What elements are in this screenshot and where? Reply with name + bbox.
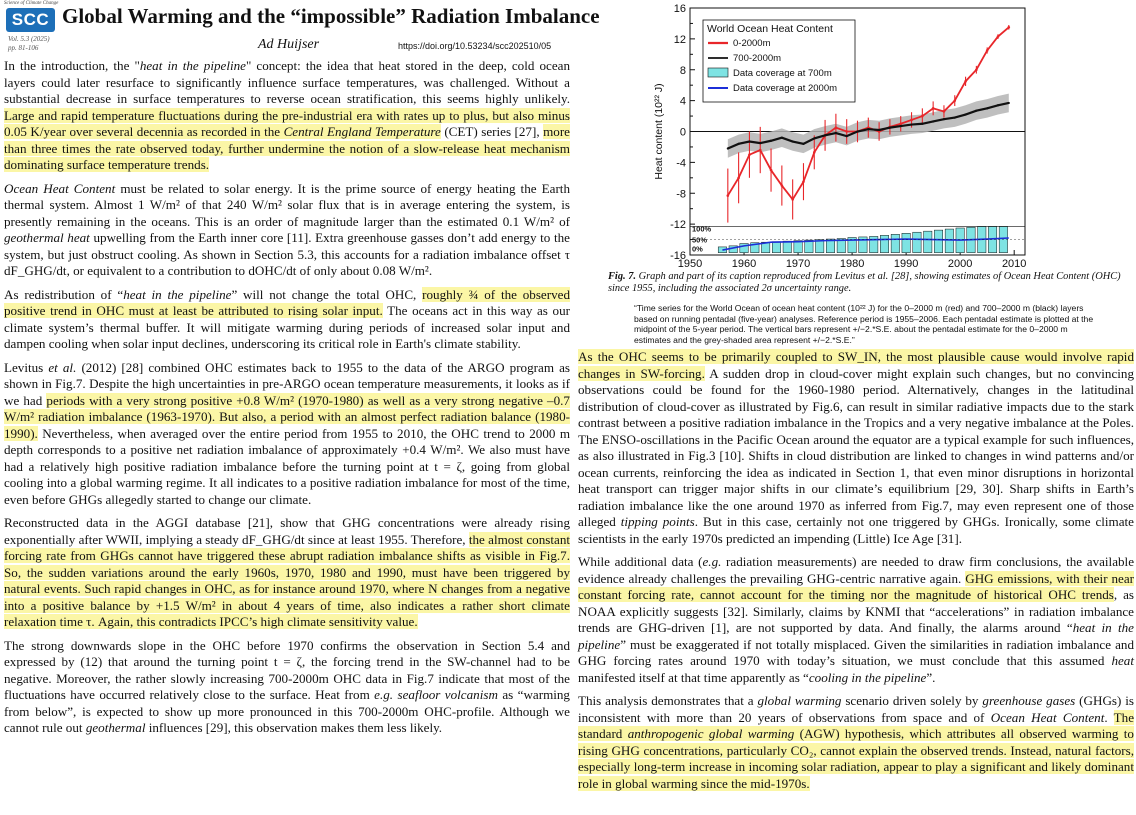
point-0-2000m [921,115,924,118]
text-run: influences [29], this observation makes them less likely. [145,720,443,735]
point-700-2000m [975,110,977,112]
text-run: As redistribution of “ [4,286,124,302]
coverage-700m-bar [772,242,780,253]
text-run: heat in the pipeline [139,58,246,73]
text-run: global warming [757,693,842,708]
text-run: (CET) series [27], [440,124,544,139]
highlighted-text: Central England Temperature [283,124,441,139]
point-0-2000m [964,80,967,83]
text-run: heat in the pipeline [123,286,232,302]
text-run: scenario driven solely by [841,693,983,708]
text-run: greenhouse gases [982,693,1076,708]
point-700-2000m [770,140,772,142]
text-run: " concept: the idea that heat stored in the deep, cold ocean layers could later resurface to significantly influence surface temperatures, was challenged. Without a substantial decrease in surface temperatures to reverse ocean stratification, this seems highly unlikely. [4,58,570,106]
y-tick-label: -16 [670,250,686,262]
y-tick-label: 0 [679,126,686,139]
point-0-2000m [835,126,838,129]
y-axis-label: Heat content (10²² J) [653,83,665,180]
text-run: Levitus [4,359,49,375]
x-tick-label: 2010 [1001,258,1027,270]
point-700-2000m [932,120,934,122]
point-0-2000m [975,68,978,71]
paragraph [4,181,570,280]
highlighted-text: GHG emissions, with their near constant forcing rate, cannot account for the timing nor the magnitude of historical OHC trends [578,570,1134,602]
text-run: manifested itself at that time apparently as “ [578,669,809,685]
point-700-2000m [943,118,945,120]
y-tick-label: 8 [679,64,686,77]
text-run: This analysis demonstrates that a [578,693,758,708]
point-0-2000m [737,177,740,180]
text-run: ” will not change the total OHC, [231,286,423,302]
text-run: as “warming from below”, is expected to show up more pronounced in this 700-2000m OHC-profile. Although we cannot rule out [4,687,570,735]
volume-info [8,35,50,53]
text-run: (2012) [28] combined OHC estimates back to 1955 to the data of the ARGO program as shown in Fig.7. Despite the high uncertainties in pre-ARGO ocean temperature measurements, it looks as if we had [4,359,570,408]
highlighted-text: (AGW) hypothesis, which attributes all observed warming to rising GHG concentrations, particularly CO₂, cannot explain the observed trends. Instead, natural factors, especially long-term increase in incoming solar radiation, appear to play a significant and likely dominant role in global warming since the mid-1970s. [578,726,1134,791]
point-700-2000m [910,123,912,125]
text-run: . But in this case, certainly not one triggered by GHGs. Ironically, some climate scientists in the early 1970s predicted an impending (Little) Ice Age [31]. [578,514,1134,546]
text-run: upwelling from the Earth inner core [11]. Extra greenhouse gasses don’t add energy to the system, but just obstruct cooling. As shown in Section 5.3, this accounts for a radiation imbalance offset τ dF_GHG/dt, or equivalent to a contribution to dOHC/dt of only about 0.08 W/m². [4,230,570,278]
point-700-2000m [846,135,848,137]
point-0-2000m [802,180,805,183]
paragraph [578,349,1134,547]
y-tick-label: 4 [679,95,686,108]
point-700-2000m [878,129,880,131]
highlighted-text: roughly ¾ of the observed positive trend in OHC must at least be attributed to rising solar input. [4,286,570,318]
point-0-2000m [813,151,816,154]
highlighted-text: more than three times the rate observed today, [4,124,570,156]
highlighted-text: the almost constant forcing rate from GHGs cannot have triggered these abrupt radiation imbalance shifts as visible in Fig.7. So, the sudden variations around the early 1960s, 1970, 1980 and 1990, must have been triggered by natural events. Such rapid changes in OHC, as for instance around 1970, where N changes from a negative into a positive balance by +1.5 W/m² in about 4 years of time, also indicates a rather short climate relaxation time τ. Again, this contradicts IPCC’s high climate sensitivity value. [4,531,570,629]
paragraph [4,287,570,353]
point-700-2000m [738,143,740,145]
text-run: heat in the pipeline [578,620,1134,652]
text-run: Nevertheless, when averaged over the entire period from 1955 to 2010, the OHC trend to 2000 m depth corresponds to a positive net radiation imbalance of approximately +0.4 W/m². We also must have had a relatively high positive radiation imbalance before the turning point at t = ζ, going from global cooling into a global warming regime. It all indicates to a positive radiation imbalance for most of the time, even before GHGs allegedly started to change our climate. [4,425,570,507]
text-run: The strong downwards slope in the OHC before 1970 confirms the observation in Section 5.4 and expressed by (12) that around the turning point t = ζ, the forcing trend in the SW-channel had to be negative. Moreover, the rather slowly increasing 700-2000m OHC data in Fig.7 indicate that most of the fluctuations have occurred relatively close to the surface. Heat from [4,637,570,702]
text-run: geothermal heat [4,230,90,245]
paragraph [578,554,1134,686]
point-0-2000m [727,194,730,197]
text-run: The oceans act in this way as our climate system’s thermal buffer. It will mitigate warming during periods of increased solar input and dampen cooling when solar input declines, underscoring its critical role in Earth's climate stability. [4,303,570,351]
highlighted-text: further undermine the notion of a slow-release heat mechanism dominating surface temperature trends. [4,140,570,172]
x-tick-label: 1990 [893,258,919,270]
highlighted-text: As the OHC seems to be primarily coupled to SW_IN, the most plausible cause would involve rapid changes in SW-forcing. [578,349,1134,381]
right-column [578,349,1134,799]
x-tick-label: 1980 [839,258,865,270]
highlighted-text: The standard [578,709,1135,741]
y-tick-label: 12 [673,33,686,46]
text-run: cooling in the pipeline [808,669,927,685]
point-700-2000m [986,107,988,109]
point-700-2000m [835,132,837,134]
point-700-2000m [824,134,826,136]
point-700-2000m [759,142,761,144]
figure-caption-text: Graph and part of its caption reproduced from Levitus et al. [28], showing estimates of Ocean Heat Content (OHC) since 1955, including the associated 2σ uncertainty range. [608,271,1121,294]
text-run: geothermal [85,720,146,735]
figure-subcaption: “Time series for the World Ocean of ocean heat content (10²² J) for the 0–2000 m (red) and 700–2000 m (black) layers based on running pentadal (five-year) analyses. Reference period is 1955–2006. Each pentadal estimate is plotted at the midpoint of the 5-year period. The vertical bars represent +/−2.*S.E. about the pentadal estimate for the 0–2000 m estimates and the grey-shaded area represent +/−2.*S.E.” [634,303,1094,345]
text-run: . [1104,709,1114,725]
point-0-2000m [997,35,1000,38]
y-tick-label: 16 [673,3,686,15]
legend-label: 700-2000m [733,53,782,64]
coverage-700m-bar [880,235,888,252]
doi-link[interactable]: https://doi.org/10.53234/scc202510/05 [398,41,552,51]
legend-label: 0-2000m [733,38,771,49]
coverage-700m-bar [934,230,942,253]
point-700-2000m [802,143,804,145]
point-700-2000m [1008,102,1010,104]
left-column [4,58,570,744]
figure-label: Fig. 7. [608,271,637,282]
point-0-2000m [932,107,935,110]
ohc-chart [600,0,1040,270]
text-run: A sudden drop in cloud-cover might explain such changes, but no convincing observations could be found for the 1960-1980 period. Alternatively, changes in the latitudinal distribution of cloud-cover as illustrated by Fig.6, can result in similar radiative impacts due to the stark contrast between a positive radiation imbalance in the Tropics and a very negative imbalance at the Poles. The ENSO-oscillations in the Pacific Ocean around the equator are a typical example for such influences, as also illustrated in Fig.3 [10]. Shifts in cloud distribution are linked to changes in wind patterns and/or ocean currents, reinforcing the idea as indicated in Section 1, that even minor disruptions in horizontal heat transport can trigger major shifts in our climate’s equilibrium [29, 30]. Sharp shifts in Earth’s radiation imbalance like the one around 1970 as inferred from Fig.7, may even represent one of those alleged [578,365,1134,529]
point-0-2000m [781,184,784,187]
point-0-2000m [770,169,773,172]
legend-label: Data coverage at 2000m [733,83,838,94]
text-run: While additional data ( [578,554,703,569]
paragraph [4,360,570,509]
y-tick-label: -8 [676,188,686,201]
journal-tagline: Science of Climate Change [4,1,59,6]
text-run: Ocean Heat Content [4,180,116,196]
paragraph [578,693,1134,792]
point-700-2000m [856,130,858,132]
point-700-2000m [867,128,869,130]
point-700-2000m [727,147,729,149]
paragraph [4,58,570,174]
y-tick-label: -12 [670,219,686,232]
point-700-2000m [792,140,794,142]
point-700-2000m [900,125,902,127]
point-700-2000m [964,113,966,115]
paper-title: Global Warming and the “impossible” Radiation Imbalance [62,4,600,28]
text-run: Reconstructed data in the AGGI database [21], show that GHG concentrations were already rising exponentially after WWII, implying a steady dF_GHG/dt since at least 1955. Therefore, [4,515,570,547]
point-0-2000m [791,198,794,201]
paragraph [4,638,570,737]
coverage-tick-label: 50% [692,235,708,245]
point-700-2000m [921,123,923,125]
point-0-2000m [943,110,946,113]
point-0-2000m [759,149,762,152]
coverage-700m-bar [783,241,791,253]
text-run: Ocean Heat Content [990,709,1105,725]
point-0-2000m [953,99,956,102]
highlighted-text: periods with a very strong positive +0.8 W/m² (1970-1980) as well as a very strong negative –0.7 W/m² radiation imbalance (1963-1970). But also, a period with an almost perfect radiation balance (1980-1990). [4,392,570,441]
text-run: In the introduction, the " [4,58,140,73]
point-700-2000m [748,140,750,142]
legend-swatch [708,68,728,77]
point-0-2000m [1007,26,1010,29]
coverage-700m-bar [913,232,921,252]
highlighted-text: anthropogenic global warming [627,726,795,741]
page-range: pp. 81-106 [8,44,39,52]
journal-logo: SCC [6,8,55,32]
text-run: et al. [48,359,77,375]
text-run: ”. [926,669,936,685]
author: Ad Huijser [258,37,320,52]
figure-caption [608,271,1128,295]
point-0-2000m [899,122,902,125]
point-700-2000m [889,127,891,129]
text-run: , as NOAA explicitly suggests [32]. Similarly, claims by KNMI that “accelerations” in radiation imbalance trends are GHG-driven [1], are not supported by data. And finally, the alarms around “ [578,587,1134,635]
point-0-2000m [986,49,989,52]
coverage-tick-label: 100% [692,224,712,234]
text-run: radiation measurements) are needed to draw firm conclusions, the available evidence already challenges the prevailing GHG-centric narrative again. [578,554,1135,586]
text-run: (GHGs) is inconsistent with more than 20 years of observations from space and of [578,693,1134,725]
text-run: heat [1111,653,1134,668]
point-0-2000m [748,153,751,156]
chart-title: World Ocean Heat Content [707,23,833,35]
coverage-700m-bar [891,234,899,252]
legend-label: Data coverage at 700m [733,68,832,79]
x-tick-label: 2000 [947,258,973,270]
y-tick-label: -4 [676,157,686,170]
point-700-2000m [781,137,783,139]
coverage-tick-label: 0% [692,244,703,254]
point-700-2000m [997,104,999,106]
point-0-2000m [845,130,848,133]
volume: Vol. 5.3 (2025) [8,35,50,43]
point-700-2000m [813,137,815,139]
text-run: e.g. [702,554,722,569]
coverage-700m-bar [924,231,932,253]
coverage-700m-bar [945,229,953,253]
text-run: tipping points [620,514,695,529]
point-700-2000m [954,117,956,119]
text-run: ” must be exaggerated if not totally misplaced. Given the similarities in radiation imbalance and GHG forcing rates around 1970 with today’s situation, we must conclude that this assumed [578,636,1134,668]
text-run: must be related to solar energy. It is the prime source of energy heating the Earth thermal system. Almost 1 W/m² of that 240 W/m² solar flux that is in average entering the system, is presently remaining in the oceans. This is an order of magnitude larger than the estimated 0.1 W/m² of [4,180,570,229]
x-tick-label: 1970 [785,258,811,270]
highlighted-text: Large and rapid temperature fluctuations during the pre-industrial era with rates up to plus, but also minus 0.05 K/year over several decennia as recorded in the [4,107,570,139]
x-tick-label: 1950 [677,258,703,270]
point-0-2000m [910,119,913,122]
x-tick-label: 1960 [731,258,757,270]
text-run: e.g. seafloor volcanism [374,687,498,702]
paragraph [4,515,570,631]
coverage-700m-bar [902,233,910,252]
